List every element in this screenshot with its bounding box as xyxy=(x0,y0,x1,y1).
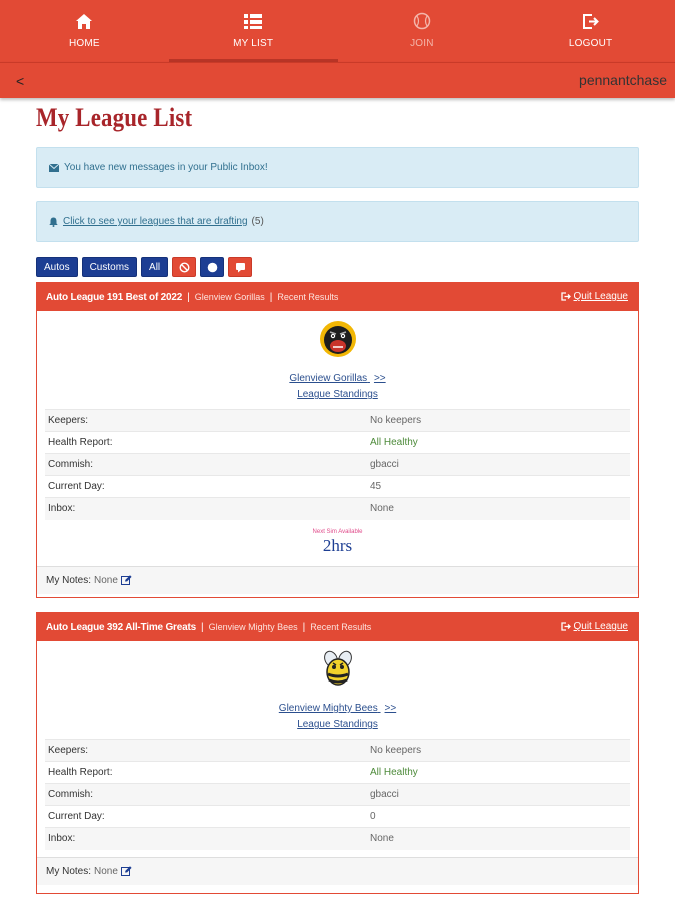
keepers-label: Keepers: xyxy=(45,410,369,432)
next-sim-countdown: 2hrs xyxy=(322,535,353,555)
nav-my-list-label: MY LIST xyxy=(233,38,274,49)
drafting-leagues-link[interactable]: Click to see your leagues that are drafting xyxy=(63,216,248,227)
envelope-icon xyxy=(49,164,59,172)
my-notes-label: My Notes: xyxy=(46,865,92,877)
home-icon xyxy=(74,11,94,31)
my-notes xyxy=(37,857,638,885)
league-card-header: Auto League 392 All-Time Greats | Glenview Mighty Bees | Recent Results Quit League xyxy=(37,613,638,641)
messages-alert-text: You have new messages in your Public Inbox! xyxy=(64,162,268,173)
hide-filter-button[interactable] xyxy=(172,257,196,277)
league-card xyxy=(36,282,639,598)
keepers-label: Keepers: xyxy=(45,740,369,762)
circle-icon xyxy=(207,262,218,273)
health-report-label: Health Report: xyxy=(45,432,369,454)
quit-league-label: Quit League xyxy=(573,621,628,632)
inbox-label: Inbox: xyxy=(45,828,369,850)
commish-value: gbacci xyxy=(369,784,630,806)
edit-notes-icon[interactable] xyxy=(121,866,132,876)
current-day-value: 45 xyxy=(369,476,630,498)
inbox-value: None xyxy=(369,828,630,850)
league-team-name[interactable]: Glenview Gorillas xyxy=(194,292,265,302)
message-filter-button[interactable] xyxy=(228,257,252,277)
inbox-label: Inbox: xyxy=(45,498,369,520)
health-report-value[interactable]: All Healthy xyxy=(369,432,630,454)
sign-out-icon xyxy=(561,292,571,301)
nav-home[interactable] xyxy=(0,0,169,62)
inbox-value: None xyxy=(369,498,630,520)
quit-league-label: Quit League xyxy=(573,291,628,302)
my-notes xyxy=(37,566,638,594)
league-team-name[interactable]: Glenview Mighty Bees xyxy=(208,622,298,632)
keepers-value: No keepers xyxy=(369,740,630,762)
top-nav xyxy=(0,0,675,62)
page-title: My League List xyxy=(36,103,193,132)
league-name[interactable]: Auto League 191 Best of 2022 xyxy=(46,291,183,303)
nav-home-label: HOME xyxy=(68,38,100,49)
back-button[interactable]: < xyxy=(16,73,25,89)
filter-buttons xyxy=(36,257,252,277)
table-row xyxy=(45,740,630,762)
team-page-arrow: >> xyxy=(384,703,397,714)
filter-all-button[interactable]: All xyxy=(141,257,168,277)
gorilla-logo-icon xyxy=(318,319,358,359)
recent-results-link[interactable]: Recent Results xyxy=(277,292,339,302)
bee-logo-icon xyxy=(318,649,358,689)
league-card xyxy=(36,612,639,894)
quit-league-button[interactable] xyxy=(561,621,629,632)
keepers-value: No keepers xyxy=(369,410,630,432)
drafting-count: (5) xyxy=(251,216,264,227)
nav-join-label: JOIN xyxy=(410,38,434,49)
team-page-link-text: Glenview Mighty Bees xyxy=(278,703,378,714)
table-row xyxy=(45,410,630,432)
nav-logout-label: LOGOUT xyxy=(568,38,613,49)
table-row xyxy=(45,762,630,784)
comment-icon xyxy=(235,262,246,273)
nav-my-list[interactable] xyxy=(169,0,338,62)
edit-notes-icon[interactable] xyxy=(121,575,132,585)
table-row xyxy=(45,454,630,476)
recent-results-link[interactable]: Recent Results xyxy=(310,622,372,632)
health-report-label: Health Report: xyxy=(45,762,369,784)
site-name: pennantchase xyxy=(579,72,667,88)
list-icon xyxy=(243,11,263,31)
table-row xyxy=(45,432,630,454)
next-sim-label: Next Sim Available xyxy=(312,528,363,535)
league-info-table xyxy=(45,739,630,850)
current-day-label: Current Day: xyxy=(45,806,369,828)
commish-value: gbacci xyxy=(369,454,630,476)
league-name[interactable]: Auto League 392 All-Time Greats xyxy=(46,621,196,633)
bell-icon xyxy=(49,217,58,227)
nav-logout[interactable] xyxy=(506,0,675,62)
league-standings-link[interactable]: League Standings xyxy=(297,389,378,400)
team-logo xyxy=(45,649,630,689)
quit-league-button[interactable] xyxy=(561,291,629,302)
messages-alert xyxy=(36,147,639,188)
league-info-table xyxy=(45,409,630,520)
filter-customs-button[interactable]: Customs xyxy=(82,257,137,277)
table-row xyxy=(45,476,630,498)
team-page-link[interactable] xyxy=(45,373,630,384)
info-filter-button[interactable] xyxy=(200,257,224,277)
nav-join[interactable] xyxy=(338,0,507,62)
sign-out-icon xyxy=(561,622,571,631)
ban-icon xyxy=(179,262,190,273)
table-row xyxy=(45,784,630,806)
team-logo xyxy=(45,319,630,359)
team-page-link-text: Glenview Gorillas xyxy=(289,373,368,384)
team-page-link[interactable] xyxy=(45,703,630,714)
my-notes-label: My Notes: xyxy=(46,574,92,586)
baseball-icon xyxy=(412,11,432,31)
filter-autos-button[interactable]: Autos xyxy=(36,257,78,277)
current-day-value: 0 xyxy=(369,806,630,828)
league-standings-link[interactable]: League Standings xyxy=(297,719,378,730)
league-card-header: Auto League 191 Best of 2022 | Glenview Gorillas | Recent Results Quit League xyxy=(37,283,638,311)
team-page-arrow: >> xyxy=(373,373,386,384)
my-notes-value: None xyxy=(94,865,118,877)
current-day-label: Current Day: xyxy=(45,476,369,498)
logout-icon xyxy=(581,11,601,31)
drafting-alert xyxy=(36,201,639,242)
table-row xyxy=(45,806,630,828)
my-notes-value: None xyxy=(94,574,118,586)
commish-label: Commish: xyxy=(45,784,369,806)
table-row xyxy=(45,498,630,520)
health-report-value[interactable]: All Healthy xyxy=(369,762,630,784)
table-row xyxy=(45,828,630,850)
sub-header xyxy=(0,62,675,98)
commish-label: Commish: xyxy=(45,454,369,476)
